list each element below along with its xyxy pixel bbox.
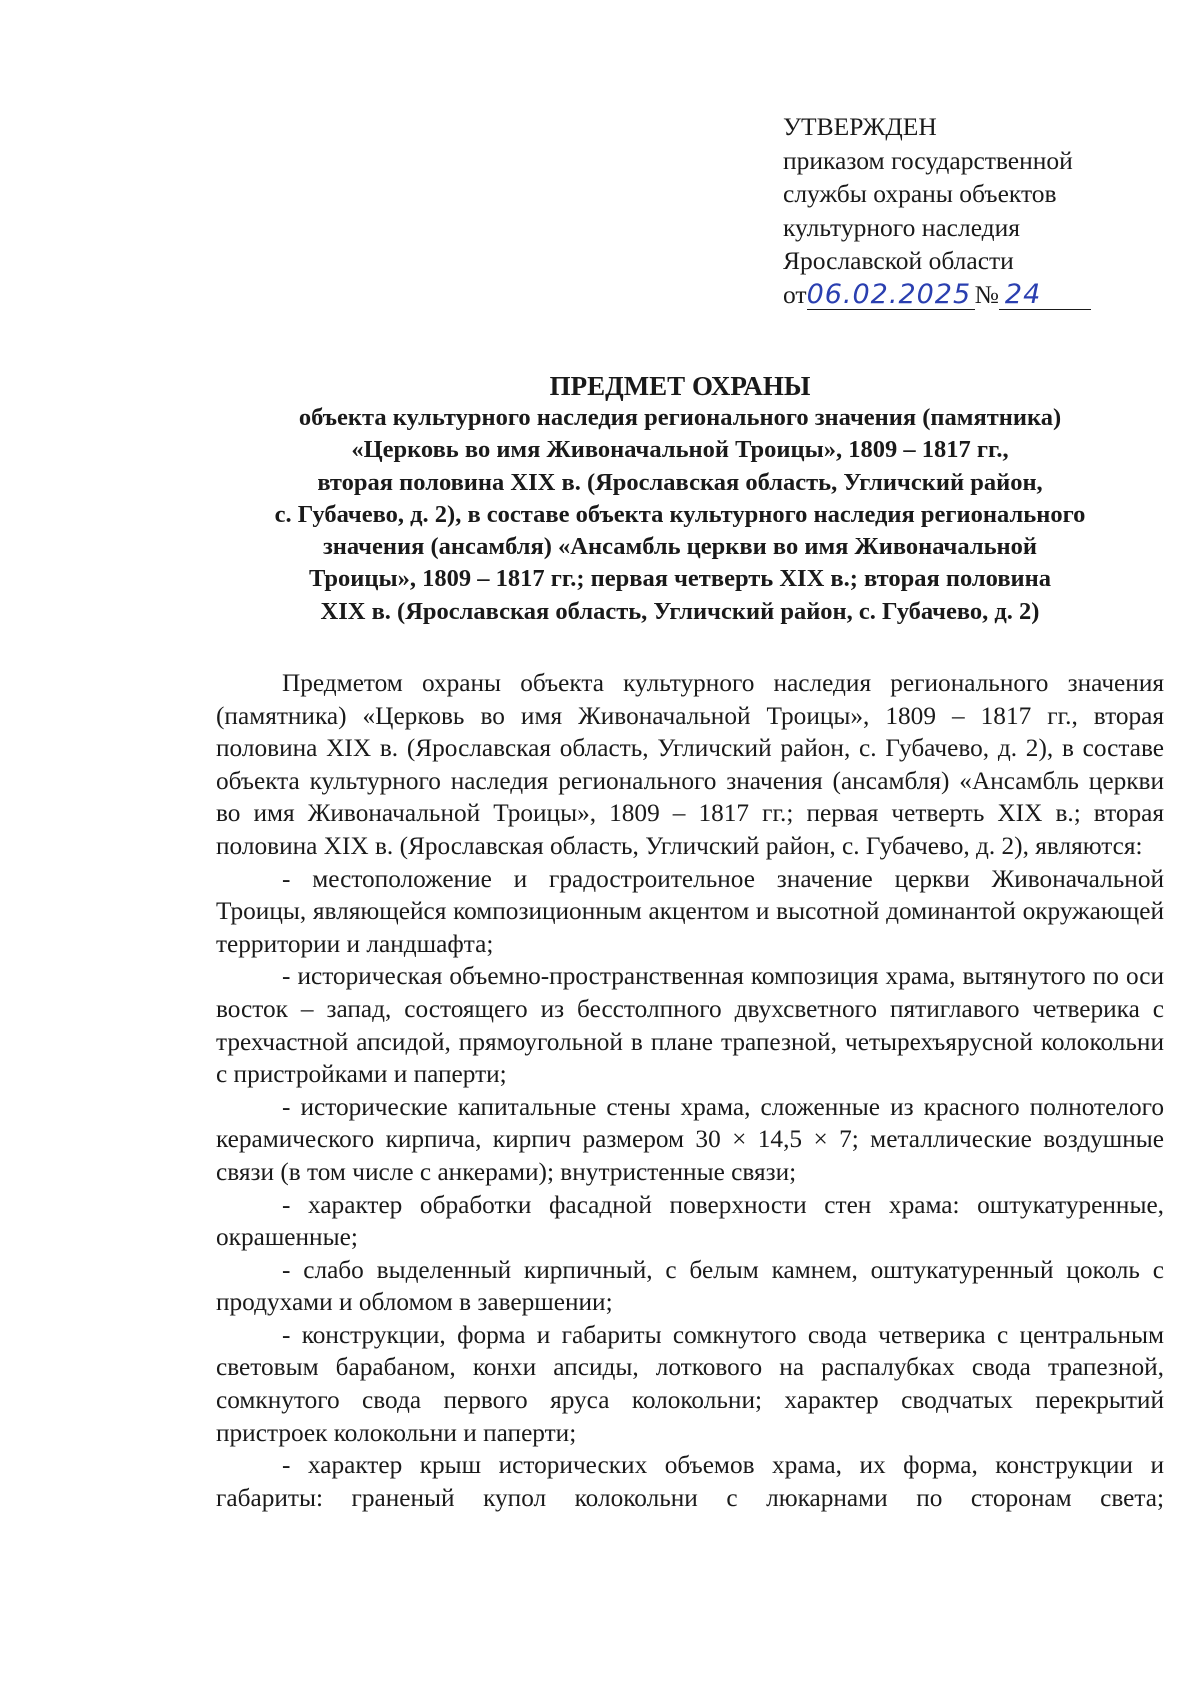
order-date-number-line xyxy=(783,278,1113,312)
order-number-field xyxy=(999,278,1091,310)
protection-item: - историческая объемно-пространственная композиция храма, вытянутого по оси восток – запад, состоящего из бесстолпного двухсветного пятиглавого четверика с трехчастной апсидой, прямоугольной в плане трапезной, четырехъярусной колокольни с пристройками и паперти; xyxy=(216,962,1164,1089)
approval-line: культурного наследия xyxy=(783,212,1021,242)
handwritten-number: 24 xyxy=(1004,278,1042,310)
date-prefix: от xyxy=(783,279,807,309)
title-line: Троицы», 1809 – 1817 гг.; первая четверть XIX в.; вторая половина xyxy=(308,565,1052,593)
order-date-field xyxy=(806,278,975,310)
title-line: вторая половина XIX в. (Ярославская область, Угличский район, xyxy=(317,468,1043,496)
approval-line: Ярославской области xyxy=(783,246,1014,275)
title-line: «Церковь во имя Живоначальной Троицы», 1809 – 1817 гг., xyxy=(351,436,1009,464)
approval-line: приказом государственной xyxy=(783,145,1073,175)
protection-item: - характер крыш исторических объемов храма, их форма, конструкции и габариты: граненый купол колокольни с люкарнами по сторонам света; xyxy=(216,1451,1164,1512)
title-line: с. Губачево, д. 2), в составе объекта культурного наследия регионального xyxy=(274,500,1086,528)
handwritten-date: 06.02.2025 xyxy=(806,278,972,310)
approval-block xyxy=(783,110,1113,311)
approval-heading: УТВЕРЖДЕН xyxy=(783,112,937,141)
title-line: значения (ансамбля) «Ансамбль церкви во имя Живоначальной xyxy=(322,533,1038,561)
protection-item: - слабо выделенный кирпичный, с белым камнем, оштукатуренный цоколь с продухами и обломом в завершении; xyxy=(216,1255,1164,1317)
protection-item: - конструкции, форма и габариты сомкнутого свода четверика с центральным световым барабаном, конхи апсиды, лоткового на распалубках свода трапезной, сомкнутого свода первого яруса колокольни; характер сводчатых перекрытий пристроек колокольни и паперти; xyxy=(216,1320,1164,1447)
intro-paragraph: Предметом охраны объекта культурного наследия регионального значения (памятника) «Церковь во имя Живоначальной Троицы», 1809 – 1817 гг., вторая половина XIX в. (Ярославская область, Угличский район, с. Губачево, д. 2), в составе объекта культурного наследия регионального значения (ансамбля) «Ансамбль церкви во имя Живоначальной Троицы», 1809 – 1817 гг.; первая четверть XIX в.; вторая половина XIX в. (Ярославская область, Угличский район, с. Губачево, д. 2), являются: xyxy=(216,669,1164,860)
approval-line: службы охраны объектов xyxy=(783,179,1057,208)
protection-item: - характер обработки фасадной поверхности стен храма: оштукатуренные, окрашенные; xyxy=(216,1190,1164,1252)
protection-item: - местоположение и градостроительное значение церкви Живоначальной Троицы, являющейся композиционным акцентом и высотной доминантой окружающей территории и ландшафта; xyxy=(216,864,1164,958)
title-line: объекта культурного наследия регионального значения (памятника) xyxy=(298,404,1062,431)
protection-item: - исторические капитальные стены храма, сложенные из красного полнотелого керамического кирпича, кирпич размером 30 × 14,5 × 7; металлические воздушные связи (в том числе с анкерами); внутристенные связи; xyxy=(216,1092,1164,1186)
number-prefix: № xyxy=(974,279,999,309)
title-line: XIX в. (Ярославская область, Угличский район, с. Губачево, д. 2) xyxy=(320,597,1040,625)
document-body xyxy=(216,667,1164,1514)
title-main: ПРЕДМЕТ ОХРАНЫ xyxy=(549,371,811,401)
document-title xyxy=(200,370,1160,628)
